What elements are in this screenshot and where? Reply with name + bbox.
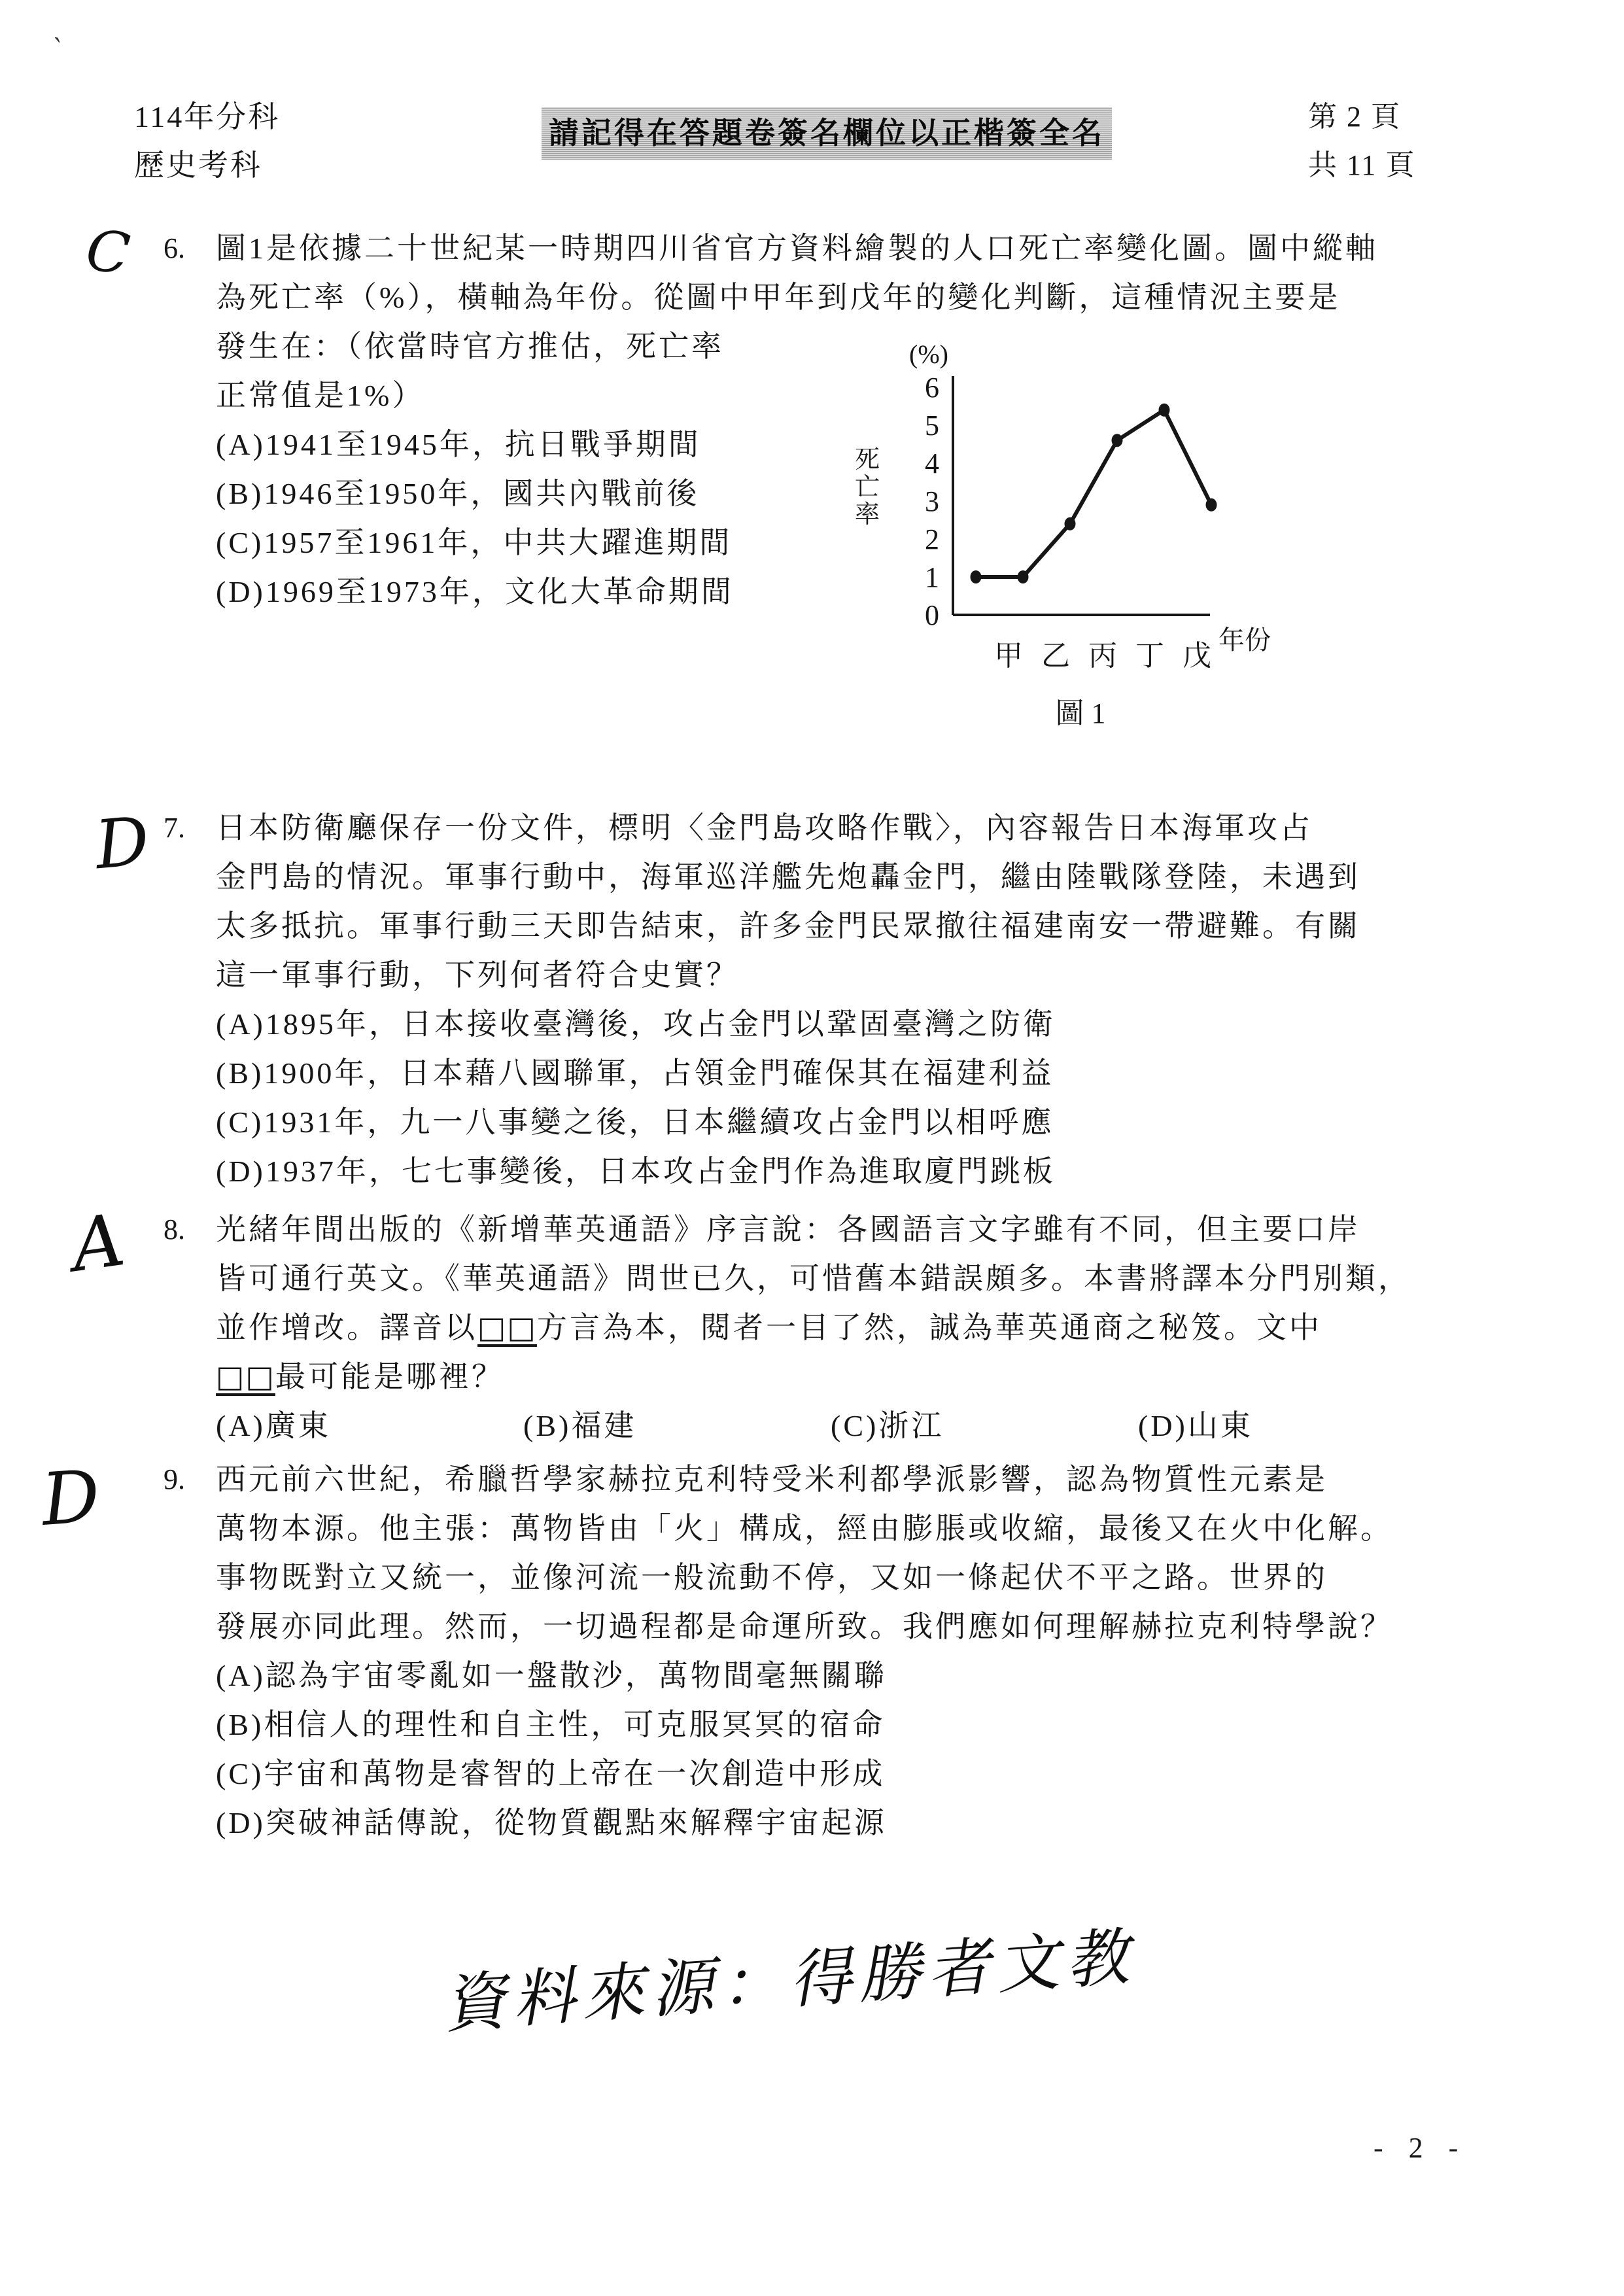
y-tick-label: 0 xyxy=(925,599,939,631)
question-7-stem-line: 日本防衛廳保存一份文件，標明〈金門島攻略作戰〉，內容報告日本海軍攻占 xyxy=(216,811,1313,844)
question-8-option-c: (C)浙江 xyxy=(831,1409,944,1442)
exam-subject-line: 歷史考科 xyxy=(134,148,262,182)
question-6-option-d: (D)1969至1973年，文化大革命期間 xyxy=(216,575,734,608)
question-8 xyxy=(0,1205,1624,1450)
exam-year-line: 114年分科 xyxy=(134,100,281,133)
question-9 xyxy=(0,1455,1624,1847)
question-9-stem-line: 發展亦同此理。然而，一切過程都是命運所致。我們應如何理解赫拉克利特學說？ xyxy=(216,1610,1393,1643)
question-8-option-a: (A)廣東 xyxy=(216,1409,331,1442)
y-tick-label: 4 xyxy=(925,447,939,479)
x-tick-label: 乙 xyxy=(1041,640,1070,672)
footer-page-number: - 2 - xyxy=(1373,2132,1468,2164)
y-axis-title: 死 xyxy=(854,446,880,474)
y-tick-label: 2 xyxy=(925,523,939,555)
question-6-number: 6. xyxy=(164,232,185,264)
page-info-current: 第 2 頁 xyxy=(1308,101,1401,133)
y-tick-label: 3 xyxy=(925,485,939,517)
x-tick-label: 丁 xyxy=(1135,640,1164,672)
y-axis-title: 率 xyxy=(854,501,880,529)
y-tick-label: 6 xyxy=(925,372,939,404)
handwritten-answer-q7: D xyxy=(92,802,152,885)
data-point xyxy=(1018,570,1029,583)
question-8-stem-text: 並作增改。譯音以 xyxy=(216,1311,477,1344)
page-info-total: 共 11 頁 xyxy=(1308,149,1416,181)
question-9-number: 9. xyxy=(164,1463,185,1495)
data-point xyxy=(1206,498,1217,512)
data-point xyxy=(971,570,982,583)
x-tick-label: 甲 xyxy=(994,640,1023,672)
figure-caption: 圖 1 xyxy=(1055,697,1106,729)
data-point xyxy=(1065,517,1076,531)
question-7-option-a: (A)1895年，日本接收臺灣後，攻占金門以鞏固臺灣之防衛 xyxy=(216,1007,1056,1041)
question-6 xyxy=(0,224,1624,616)
series-line xyxy=(976,410,1211,577)
question-6-option-a: (A)1941至1945年，抗日戰爭期間 xyxy=(216,428,701,461)
data-point xyxy=(1159,404,1170,417)
question-8-stem-text: 方言為本，閱者一目了然，誠為華英通商之秘笈。文中 xyxy=(536,1311,1322,1344)
data-point xyxy=(1112,434,1123,447)
page-info-block xyxy=(1308,93,1439,190)
question-7 xyxy=(0,803,1624,1196)
question-7-option-c: (C)1931年，九一八事變之後，日本繼續攻占金門以相呼應 xyxy=(216,1105,1054,1139)
question-7-stem-line: 太多抵抗。軍事行動三天即告結束，許多金門民眾撤往福建南安一帶避難。有關 xyxy=(216,909,1360,943)
question-7-stem-line: 這一軍事行動，下列何者符合史實？ xyxy=(216,958,739,992)
question-6-stem-line: 正常值是1%） xyxy=(216,379,425,412)
question-8-option-d: (D)山東 xyxy=(1138,1409,1253,1442)
x-tick-label: 丙 xyxy=(1088,640,1117,672)
handwritten-answer-q9: D xyxy=(39,1454,103,1542)
y-unit-label: (%) xyxy=(909,339,948,369)
blank-boxes: □□ xyxy=(477,1310,537,1345)
figure1-line-chart xyxy=(837,327,1321,746)
question-8-options-row xyxy=(216,1401,1624,1450)
question-7-option-b: (B)1900年，日本藉八國聯軍，占領金門確保其在福建利益 xyxy=(216,1056,1054,1090)
question-6-option-c: (C)1957至1961年，中共大躍進期間 xyxy=(216,526,733,559)
question-8-number: 8. xyxy=(164,1213,185,1245)
y-tick-label: 5 xyxy=(925,409,939,442)
x-tick-label: 戊 xyxy=(1183,640,1211,672)
question-9-option-b: (B)相信人的理性和自主性，可克服冥冥的宿命 xyxy=(216,1708,886,1741)
question-7-number: 7. xyxy=(164,812,185,844)
exam-title-block xyxy=(134,93,280,190)
question-9-stem-line: 事物既對立又統一，並像河流一般流動不停，又如一條起伏不平之路。世界的 xyxy=(216,1561,1328,1594)
question-8-stem-line: 皆可通行英文。《華英通語》問世已久，可惜舊本錯誤頗多。本書將譯本分門別類， xyxy=(216,1262,1411,1295)
question-9-option-c: (C)宇宙和萬物是睿智的上帝在一次創造中形成 xyxy=(216,1757,886,1790)
question-9-stem-line: 萬物本源。他主張：萬物皆由「火」構成，經由膨脹或收縮，最後又在火中化解。 xyxy=(216,1512,1393,1545)
x-axis-title: 年份 xyxy=(1218,625,1271,655)
question-8-stem-line xyxy=(216,1303,1624,1352)
blank-boxes: □□ xyxy=(216,1359,275,1394)
question-8-stem-line: 光緒年間出版的《新增華英通語》序言說：各國語言文字雖有不同，但主要口岸 xyxy=(216,1213,1360,1246)
question-6-stem-line: 為死亡率（%），橫軸為年份。從圖中甲年到戊年的變化判斷，這種情況主要是 xyxy=(216,281,1341,314)
y-tick-label: 1 xyxy=(925,561,939,593)
question-8-stem-line xyxy=(216,1352,1624,1401)
handwritten-answer-q6: C xyxy=(82,217,133,288)
handwritten-answer-q8: A xyxy=(66,1198,130,1288)
question-6-option-b: (B)1946至1950年，國共內戰前後 xyxy=(216,477,700,510)
question-6-stem-line: 發生在：（依當時官方推估，死亡率 xyxy=(216,330,724,363)
handwritten-source-note: 資料來源：得勝者文教 xyxy=(441,1922,1137,2040)
question-6-stem-line: 圖1是依據二十世紀某一時期四川省官方資料繪製的人口死亡率變化圖。圖中縱軸 xyxy=(216,232,1378,265)
question-8-stem-text: 最可能是哪裡？ xyxy=(275,1360,504,1393)
signature-notice-banner: 請記得在答題卷簽名欄位以正楷簽全名 xyxy=(542,107,1112,160)
question-7-stem-line: 金門島的情況。軍事行動中，海軍巡洋艦先炮轟金門，繼由陸戰隊登陸，未遇到 xyxy=(216,860,1360,894)
question-9-stem-line: 西元前六世紀，希臘哲學家赫拉克利特受米利都學派影響，認為物質性元素是 xyxy=(216,1463,1328,1496)
question-7-option-d: (D)1937年，七七事變後，日本攻占金門作為進取廈門跳板 xyxy=(216,1155,1056,1188)
question-9-option-d: (D)突破神話傳說，從物質觀點來解釋宇宙起源 xyxy=(216,1806,887,1839)
question-9-option-a: (A)認為宇宙零亂如一盤散沙，萬物間毫無關聯 xyxy=(216,1659,887,1692)
stray-pen-mark: ˋ xyxy=(48,31,64,65)
question-8-option-b: (B)福建 xyxy=(523,1409,637,1442)
y-axis-title: 亡 xyxy=(854,474,880,501)
